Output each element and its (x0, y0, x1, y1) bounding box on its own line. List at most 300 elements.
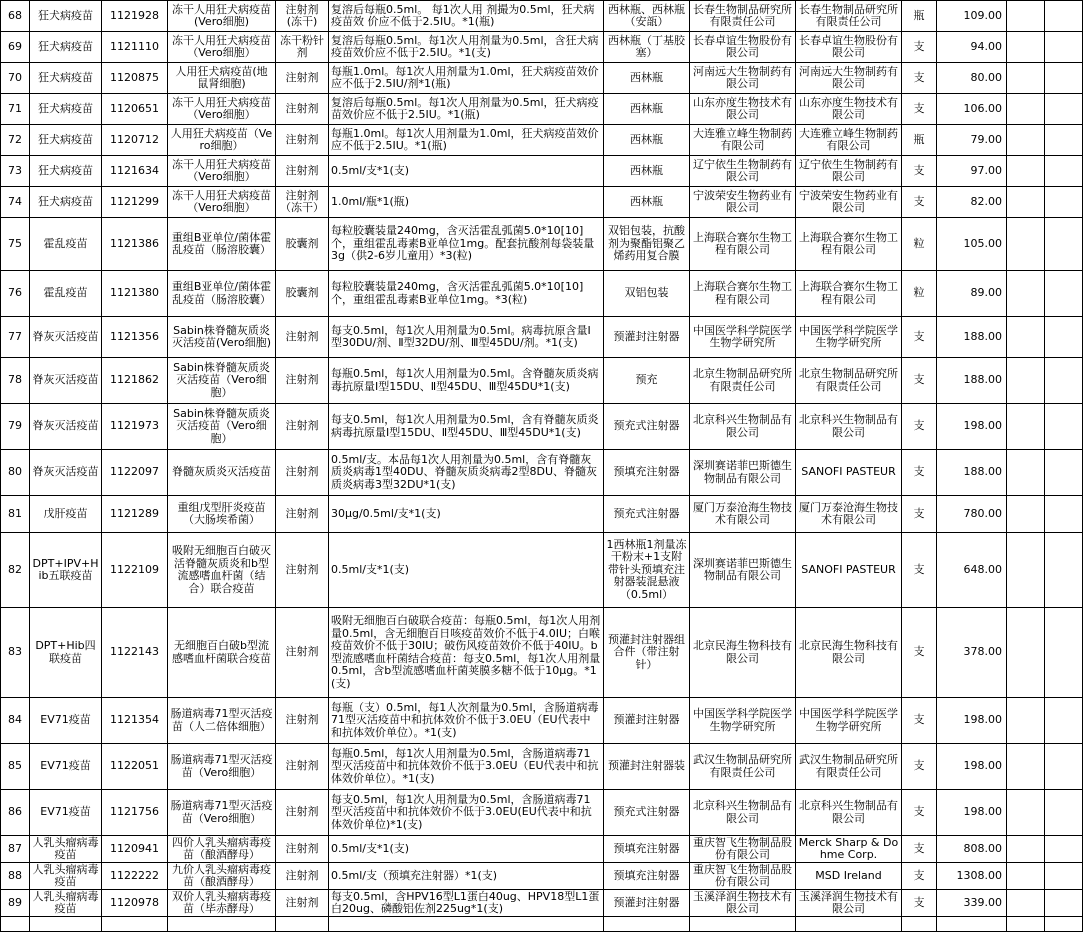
product-code-cell: 1121354 (102, 698, 168, 744)
product-name-cell: 脊髓灰质炎灭活疫苗 (168, 450, 276, 496)
packaging-cell: 西林瓶、西林瓶（安瓿） (604, 1, 690, 32)
applicant-cell: 北京科兴生物制品有限公司 (796, 404, 902, 450)
row-number-cell: 81 (1, 496, 30, 533)
price-cell: 808.00 (937, 836, 1007, 863)
price-cell: 378.00 (937, 608, 1007, 698)
table-row (1, 496, 1083, 533)
packaging-cell: 预灌封注射器 (604, 698, 690, 744)
unit-cell: 支 (902, 608, 937, 698)
applicant-cell: 北京生物制品研究所有限责任公司 (796, 358, 902, 404)
product-code-cell: 1120875 (102, 63, 168, 94)
unit-cell: 支 (902, 94, 937, 125)
dosage-form-cell: 注射剂 (276, 533, 329, 608)
manufacturer-cell: 北京科兴生物制品有限公司 (690, 790, 796, 836)
empty-cell (1007, 608, 1045, 698)
table-row (1, 1, 1083, 32)
price-cell: 94.00 (937, 32, 1007, 63)
packaging-cell: 预灌封注射器 (604, 890, 690, 917)
product-code-cell: 1121110 (102, 32, 168, 63)
vaccine-name-cell: DPT+IPV+Hib五联疫苗 (30, 533, 102, 608)
packaging-cell: 双铝包装 (604, 271, 690, 317)
dosage-form-cell: 胶囊剂 (276, 218, 329, 271)
table-row (1, 917, 1083, 932)
vaccine-name-cell: 脊灰灭活疫苗 (30, 450, 102, 496)
product-code-cell: 1120712 (102, 125, 168, 156)
empty-cell (1045, 608, 1083, 698)
row-number-cell: 72 (1, 125, 30, 156)
empty-cell (1045, 863, 1083, 890)
specification-cell: 每支0.5ml，含HPV16型L1蛋白40ug、HPV18型L1蛋白20ug、磷酸铝佐剂225ug*1(支) (329, 890, 604, 917)
row-number-cell: 71 (1, 94, 30, 125)
empty-cell (1045, 790, 1083, 836)
packaging-cell: 西林瓶 (604, 125, 690, 156)
packaging-cell: 预充式注射器 (604, 496, 690, 533)
manufacturer-cell: 中国医学科学院医学生物学研究所 (690, 317, 796, 358)
product-code-cell: 1120978 (102, 890, 168, 917)
vaccine-name-cell: 戊肝疫苗 (30, 496, 102, 533)
product-code-cell: 1121973 (102, 404, 168, 450)
product-name-cell: Sabin株脊髓灰质炎灭活疫苗（Vero细胞） (168, 404, 276, 450)
empty-cell (1007, 317, 1045, 358)
dosage-form-cell: 注射剂 (276, 125, 329, 156)
product-code-cell: 1121386 (102, 218, 168, 271)
row-number-cell: 80 (1, 450, 30, 496)
empty-cell (1007, 94, 1045, 125)
table-row (1, 450, 1083, 496)
row-number-cell: 74 (1, 187, 30, 218)
product-name-cell: 双价人乳头瘤病毒疫苗（毕赤酵母） (168, 890, 276, 917)
product-code-cell: 1120941 (102, 836, 168, 863)
vaccine-name-cell: 狂犬病疫苗 (30, 1, 102, 32)
manufacturer-cell: 重庆智飞生物制品股份有限公司 (690, 863, 796, 890)
price-cell: 89.00 (937, 271, 1007, 317)
row-number-cell: 77 (1, 317, 30, 358)
product-code-cell: 1122051 (102, 744, 168, 790)
unit-cell: 瓶 (902, 125, 937, 156)
specification-cell: 复溶后每瓶0.5ml。每1次人用剂量为0.5ml，含狂犬病疫苗效价应不低于2.5IU。*1(支) (329, 32, 604, 63)
manufacturer-cell: 北京科兴生物制品有限公司 (690, 404, 796, 450)
specification-cell: 每瓶1.0ml。每1次人用剂量为1.0ml，狂犬病疫苗效价应不低于2.5IU。*1(瓶) (329, 125, 604, 156)
empty-cell (1007, 450, 1045, 496)
price-cell: 339.00 (937, 890, 1007, 917)
specification-cell: 每瓶1.0ml。每1次人用剂量为1.0ml，狂犬病疫苗效价应不低于2.5IU/剂*1(瓶) (329, 63, 604, 94)
table-row (1, 698, 1083, 744)
product-name-cell: 人用狂犬病疫苗(地鼠肾细胞) (168, 63, 276, 94)
empty-cell (1007, 790, 1045, 836)
vaccine-name-cell: 狂犬病疫苗 (30, 32, 102, 63)
table-row (1, 125, 1083, 156)
table-row (1, 156, 1083, 187)
product-name-cell: 冻干人用狂犬病疫苗(Vero细胞) (168, 1, 276, 32)
empty-cell (1007, 187, 1045, 218)
product-code-cell: 1121356 (102, 317, 168, 358)
packaging-cell: 预充式注射器 (604, 404, 690, 450)
product-name-cell: 肠道病毒71型灭活疫苗（Vero细胞） (168, 744, 276, 790)
dosage-form-cell: 注射剂 (276, 317, 329, 358)
empty-cell (1045, 125, 1083, 156)
product-code-cell: 1121380 (102, 271, 168, 317)
price-cell: 79.00 (937, 125, 1007, 156)
price-cell: 1308.00 (937, 863, 1007, 890)
unit-cell: 粒 (902, 218, 937, 271)
product-name-cell: 吸附无细胞百白破灭活脊髓灰质炎和b型流感嗜血杆菌（结合）联合疫苗 (168, 533, 276, 608)
unit-cell: 支 (902, 698, 937, 744)
specification-cell: 每瓶0.5ml，每1次人用剂量为0.5ml。含脊髓灰质炎病毒抗原量Ⅰ型15DU、Ⅱ型45DU、Ⅲ型45DU*1(支) (329, 358, 604, 404)
price-cell: 198.00 (937, 744, 1007, 790)
packaging-cell: 1西林瓶1剂量冻干粉末+1支附带针头预填充注射器装混悬液（0.5ml） (604, 533, 690, 608)
product-code-cell: 1121756 (102, 790, 168, 836)
applicant-cell: SANOFI PASTEUR (796, 533, 902, 608)
manufacturer-cell: 辽宁依生生物制药有限公司 (690, 156, 796, 187)
unit-cell: 支 (902, 358, 937, 404)
packaging-cell: 预填充注射器 (604, 863, 690, 890)
vaccine-name-cell: 霍乱疫苗 (30, 218, 102, 271)
specification-cell: 吸附无细胞百白破联合疫苗：每瓶0.5ml，每1次人用剂量0.5ml，含无细胞百日咳疫苗效价不低于4.0IU；白喉疫苗效价不低于30IU；破伤风疫苗效价不低于40IU。b型流感嗜血杆菌结合疫苗：每支0.5ml，每1次人用剂量0.5ml，含b型流感嗜血杆菌荚膜多糖不低于10μg。*1(支) (329, 608, 604, 698)
specification-cell: 每支0.5ml，每1次人用剂量为0.5ml。病毒抗原含量Ⅰ型30DU/剂、Ⅱ型32DU/剂、Ⅲ型45DU/剂。*1(支) (329, 317, 604, 358)
packaging-cell: 西林瓶 (604, 63, 690, 94)
specification-cell: 每瓶0.5ml，每1次人用剂量为0.5ml，含肠道病毒71型灭活疫苗中和抗体效价不低于3.0EU（EU代表中和抗体效价单位）。*1(支) (329, 744, 604, 790)
unit-cell: 支 (902, 890, 937, 917)
row-number-cell: 78 (1, 358, 30, 404)
dosage-form-cell: 注射剂 (276, 450, 329, 496)
row-number-cell: 85 (1, 744, 30, 790)
vaccine-name-cell: 狂犬病疫苗 (30, 156, 102, 187)
price-cell: 780.00 (937, 496, 1007, 533)
price-cell: 106.00 (937, 94, 1007, 125)
price-cell: 188.00 (937, 317, 1007, 358)
unit-cell: 粒 (902, 271, 937, 317)
product-code-cell: 1121299 (102, 187, 168, 218)
empty-cell (1007, 698, 1045, 744)
empty-cell (1007, 358, 1045, 404)
price-cell: 198.00 (937, 404, 1007, 450)
applicant-cell: Merck Sharp & Dohme Corp. (796, 836, 902, 863)
applicant-cell: 厦门万泰沧海生物技术有限公司 (796, 496, 902, 533)
manufacturer-cell: 武汉生物制品研究所有限责任公司 (690, 744, 796, 790)
manufacturer-cell: 北京民海生物科技有限公司 (690, 608, 796, 698)
vaccine-name-cell: 狂犬病疫苗 (30, 125, 102, 156)
row-number-cell: 75 (1, 218, 30, 271)
applicant-cell: 山东亦度生物技术有限公司 (796, 94, 902, 125)
applicant-cell: 北京科兴生物制品有限公司 (796, 790, 902, 836)
product-name-cell: 肠道病毒71型灭活疫苗（Vero细胞） (168, 790, 276, 836)
unit-cell: 支 (902, 404, 937, 450)
dosage-form-cell: 注射剂 (276, 156, 329, 187)
row-number-cell: 88 (1, 863, 30, 890)
empty-cell (1045, 450, 1083, 496)
unit-cell: 支 (902, 863, 937, 890)
empty-cell (1007, 271, 1045, 317)
specification-cell: 每支0.5ml，每1次人用剂量为0.5ml，含肠道病毒71型灭活疫苗中和抗体效价不低于3.0EU(EU代表中和抗体效价单位)*1(支) (329, 790, 604, 836)
unit-cell: 支 (902, 533, 937, 608)
vaccine-name-cell: 狂犬病疫苗 (30, 63, 102, 94)
vaccine-name-cell: EV71疫苗 (30, 744, 102, 790)
packaging-cell: 预充式注射器 (604, 790, 690, 836)
price-cell: 188.00 (937, 450, 1007, 496)
product-name-cell: 重组戊型肝炎疫苗（大肠埃希菌） (168, 496, 276, 533)
row-number-cell: 73 (1, 156, 30, 187)
empty-cell (1045, 496, 1083, 533)
applicant-cell: 上海联合赛尔生物工程有限公司 (796, 218, 902, 271)
unit-cell: 支 (902, 317, 937, 358)
empty-cell (1045, 533, 1083, 608)
vaccine-name-cell: 脊灰灭活疫苗 (30, 317, 102, 358)
row-number-cell: 83 (1, 608, 30, 698)
empty-cell (937, 917, 1007, 932)
unit-cell: 支 (902, 450, 937, 496)
row-number-cell: 89 (1, 890, 30, 917)
manufacturer-cell: 北京生物制品研究所有限责任公司 (690, 358, 796, 404)
table-row (1, 890, 1083, 917)
applicant-cell: 宁波荣安生物药业有限公司 (796, 187, 902, 218)
row-number-cell: 84 (1, 698, 30, 744)
product-name-cell: 肠道病毒71型灭活疫苗（人二倍体细胞） (168, 698, 276, 744)
empty-cell (276, 917, 329, 932)
applicant-cell: 中国医学科学院医学生物学研究所 (796, 698, 902, 744)
empty-cell (1, 917, 30, 932)
empty-cell (329, 917, 604, 932)
empty-cell (1045, 1, 1083, 32)
table-row (1, 836, 1083, 863)
empty-cell (1007, 863, 1045, 890)
product-code-cell: 1121634 (102, 156, 168, 187)
applicant-cell: 武汉生物制品研究所有限责任公司 (796, 744, 902, 790)
empty-cell (604, 917, 690, 932)
vaccine-name-cell: 人乳头瘤病毒疫苗 (30, 890, 102, 917)
vaccine-name-cell: 狂犬病疫苗 (30, 187, 102, 218)
manufacturer-cell: 大连雅立峰生物制药有限公司 (690, 125, 796, 156)
row-number-cell: 79 (1, 404, 30, 450)
price-cell: 80.00 (937, 63, 1007, 94)
product-name-cell: 无细胞百白破b型流感嗜血杆菌联合疫苗 (168, 608, 276, 698)
vaccine-name-cell: EV71疫苗 (30, 790, 102, 836)
empty-cell (1007, 1, 1045, 32)
dosage-form-cell: 注射剂 (276, 863, 329, 890)
manufacturer-cell: 河南远大生物制药有限公司 (690, 63, 796, 94)
product-name-cell: 重组B亚单位/菌体霍乱疫苗（肠溶胶囊） (168, 271, 276, 317)
price-cell: 109.00 (937, 1, 1007, 32)
empty-cell (1007, 890, 1045, 917)
empty-cell (30, 917, 102, 932)
dosage-form-cell: 注射剂（冻干） (276, 187, 329, 218)
manufacturer-cell: 宁波荣安生物药业有限公司 (690, 187, 796, 218)
packaging-cell: 预填充注射器 (604, 450, 690, 496)
empty-cell (168, 917, 276, 932)
dosage-form-cell: 注射剂 (276, 744, 329, 790)
empty-cell (1045, 271, 1083, 317)
empty-cell (1045, 156, 1083, 187)
specification-cell: 0.5ml/支*1(支) (329, 156, 604, 187)
unit-cell: 支 (902, 187, 937, 218)
table-row (1, 317, 1083, 358)
table-row (1, 608, 1083, 698)
empty-cell (1045, 890, 1083, 917)
vaccine-name-cell: EV71疫苗 (30, 698, 102, 744)
product-name-cell: 冻干人用狂犬病疫苗（Vero细胞） (168, 94, 276, 125)
empty-cell (1007, 917, 1045, 932)
product-code-cell: 1120651 (102, 94, 168, 125)
manufacturer-cell: 上海联合赛尔生物工程有限公司 (690, 271, 796, 317)
price-cell: 82.00 (937, 187, 1007, 218)
packaging-cell: 预填充注射器 (604, 836, 690, 863)
dosage-form-cell: 注射剂 (276, 63, 329, 94)
vaccine-name-cell: 狂犬病疫苗 (30, 94, 102, 125)
vaccine-name-cell: 人乳头瘤病毒疫苗 (30, 836, 102, 863)
specification-cell: 30μg/0.5ml/支*1(支) (329, 496, 604, 533)
specification-cell: 每粒胶囊装量240mg，含灭活霍乱弧菌5.0*10[10]个，重组霍乱毒素B亚单位1mg。配套抗酸剂每袋装量3g（供2-6岁儿童用）*3(粒) (329, 218, 604, 271)
applicant-cell: 河南远大生物制药有限公司 (796, 63, 902, 94)
price-cell: 198.00 (937, 698, 1007, 744)
dosage-form-cell: 冻干粉针剂 (276, 32, 329, 63)
price-cell: 648.00 (937, 533, 1007, 608)
dosage-form-cell: 注射剂(冻干) (276, 1, 329, 32)
packaging-cell: 预灌封注射器装 (604, 744, 690, 790)
dosage-form-cell: 注射剂 (276, 358, 329, 404)
specification-cell: 复溶后每瓶0.5ml。每1次人用剂量为0.5ml，狂犬病疫苗效价应不低于2.5IU。*1(瓶) (329, 94, 604, 125)
empty-cell (796, 917, 902, 932)
price-cell: 105.00 (937, 218, 1007, 271)
dosage-form-cell: 注射剂 (276, 94, 329, 125)
empty-cell (1045, 836, 1083, 863)
packaging-cell: 预灌封注射器 (604, 317, 690, 358)
row-number-cell: 76 (1, 271, 30, 317)
vaccine-name-cell: 脊灰灭活疫苗 (30, 358, 102, 404)
applicant-cell: 大连雅立峰生物制药有限公司 (796, 125, 902, 156)
product-name-cell: Sabin株脊髓灰质炎灭活疫苗(Vero细胞) (168, 317, 276, 358)
packaging-cell: 西林瓶 (604, 156, 690, 187)
empty-cell (1007, 32, 1045, 63)
specification-cell: 0.5ml/支*1(支) (329, 533, 604, 608)
empty-cell (690, 917, 796, 932)
empty-cell (1007, 836, 1045, 863)
specification-cell: 每支0.5ml，每1次人用剂量为0.5ml，含有脊髓灰质炎病毒抗原量Ⅰ型15DU、Ⅱ型45DU、Ⅲ型45DU*1(支) (329, 404, 604, 450)
table-row (1, 32, 1083, 63)
table-row (1, 187, 1083, 218)
empty-cell (1007, 156, 1045, 187)
empty-cell (902, 917, 937, 932)
empty-cell (1045, 358, 1083, 404)
packaging-cell: 西林瓶 (604, 187, 690, 218)
dosage-form-cell: 注射剂 (276, 698, 329, 744)
table-row (1, 63, 1083, 94)
empty-cell (1007, 533, 1045, 608)
empty-cell (1045, 917, 1083, 932)
applicant-cell: 长春生物制品研究所有限责任公司 (796, 1, 902, 32)
product-code-cell: 1122143 (102, 608, 168, 698)
price-cell: 188.00 (937, 358, 1007, 404)
dosage-form-cell: 注射剂 (276, 496, 329, 533)
manufacturer-cell: 中国医学科学院医学生物学研究所 (690, 698, 796, 744)
product-name-cell: 九价人乳头瘤病毒疫苗（酿酒酵母） (168, 863, 276, 890)
unit-cell: 支 (902, 496, 937, 533)
manufacturer-cell: 长春生物制品研究所有限责任公司 (690, 1, 796, 32)
unit-cell: 支 (902, 744, 937, 790)
empty-cell (1045, 32, 1083, 63)
dosage-form-cell: 注射剂 (276, 404, 329, 450)
price-cell: 198.00 (937, 790, 1007, 836)
manufacturer-cell: 深圳赛诺菲巴斯德生物制品有限公司 (690, 533, 796, 608)
packaging-cell: 西林瓶 (604, 94, 690, 125)
unit-cell: 支 (902, 790, 937, 836)
empty-cell (102, 917, 168, 932)
applicant-cell: MSD Ireland (796, 863, 902, 890)
row-number-cell: 87 (1, 836, 30, 863)
row-number-cell: 82 (1, 533, 30, 608)
packaging-cell: 预充 (604, 358, 690, 404)
table-row (1, 404, 1083, 450)
empty-cell (1007, 63, 1045, 94)
empty-cell (1045, 404, 1083, 450)
row-number-cell: 70 (1, 63, 30, 94)
packaging-cell: 预灌封注射器组合件（带注射针） (604, 608, 690, 698)
specification-cell: 1.0ml/瓶*1(瓶) (329, 187, 604, 218)
price-cell: 97.00 (937, 156, 1007, 187)
dosage-form-cell: 胶囊剂 (276, 271, 329, 317)
dosage-form-cell: 注射剂 (276, 890, 329, 917)
manufacturer-cell: 深圳赛诺菲巴斯德生物制品有限公司 (690, 450, 796, 496)
row-number-cell: 68 (1, 1, 30, 32)
applicant-cell: SANOFI PASTEUR (796, 450, 902, 496)
table-body (1, 1, 1083, 932)
table-row (1, 94, 1083, 125)
table-row (1, 358, 1083, 404)
product-name-cell: 人用狂犬病疫苗（Vero细胞） (168, 125, 276, 156)
row-number-cell: 86 (1, 790, 30, 836)
applicant-cell: 北京民海生物科技有限公司 (796, 608, 902, 698)
empty-cell (1007, 404, 1045, 450)
product-code-cell: 1121289 (102, 496, 168, 533)
vaccine-name-cell: DPT+Hib四联疫苗 (30, 608, 102, 698)
packaging-cell: 双铝包装，抗酸剂为聚酯铝聚乙烯药用复合膜 (604, 218, 690, 271)
empty-cell (1045, 698, 1083, 744)
product-code-cell: 1122097 (102, 450, 168, 496)
row-number-cell: 69 (1, 32, 30, 63)
manufacturer-cell: 厦门万泰沧海生物技术有限公司 (690, 496, 796, 533)
unit-cell: 瓶 (902, 1, 937, 32)
vaccine-name-cell: 人乳头瘤病毒疫苗 (30, 863, 102, 890)
specification-cell: 复溶后每瓶0.5ml。 每1次人用 剂撮为0.5ml，狂犬病疫苗效 价应不低于2.5IU。*1(瓶) (329, 1, 604, 32)
manufacturer-cell: 重庆智飞生物制品股份有限公司 (690, 836, 796, 863)
dosage-form-cell: 注射剂 (276, 836, 329, 863)
product-name-cell: 冻干人用狂犬病疫苗（Vero细胞） (168, 187, 276, 218)
vaccine-name-cell: 霍乱疫苗 (30, 271, 102, 317)
table-row (1, 744, 1083, 790)
product-name-cell: 冻干人用狂犬病疫苗（Vero细胞） (168, 32, 276, 63)
empty-cell (1045, 218, 1083, 271)
unit-cell: 支 (902, 156, 937, 187)
specification-cell: 0.5ml/支*1(支) (329, 836, 604, 863)
unit-cell: 支 (902, 32, 937, 63)
applicant-cell: 中国医学科学院医学生物学研究所 (796, 317, 902, 358)
table-row (1, 218, 1083, 271)
product-code-cell: 1121862 (102, 358, 168, 404)
product-name-cell: Sabin株脊髓灰质炎灭活疫苗（Vero细胞） (168, 358, 276, 404)
product-name-cell: 重组B亚单位/菌体霍乱疫苗（肠溶胶囊） (168, 218, 276, 271)
specification-cell: 每瓶（支）0.5ml，每1人次剂量为0.5ml，含肠道病毒71型灭活疫苗中和抗体效价不低于3.0EU（EU代表中和抗体效价单位）。*1(支) (329, 698, 604, 744)
specification-cell: 每粒胶囊装量240mg，含灭活霍乱弧菌5.0*10[10]个，重组霍乱毒素B亚单位1mg。*3(粒) (329, 271, 604, 317)
product-code-cell: 1121928 (102, 1, 168, 32)
applicant-cell: 长春卓谊生物股份有限公司 (796, 32, 902, 63)
applicant-cell: 玉溪泽润生物技术有限公司 (796, 890, 902, 917)
specification-cell: 0.5ml/支（预填充注射器）*1(支) (329, 863, 604, 890)
applicant-cell: 上海联合赛尔生物工程有限公司 (796, 271, 902, 317)
specification-cell: 0.5ml/支。本品每1次人用剂量为0.5ml，含有脊髓灰质炎病毒1型40DU、脊髓灰质炎病毒2型8DU、脊髓灰质炎病毒3型32DU*1(支) (329, 450, 604, 496)
empty-cell (1045, 187, 1083, 218)
product-name-cell: 冻干人用狂犬病疫苗（Vero细胞） (168, 156, 276, 187)
dosage-form-cell: 注射剂 (276, 790, 329, 836)
product-code-cell: 1122222 (102, 863, 168, 890)
packaging-cell: 西林瓶（丁基胶塞） (604, 32, 690, 63)
